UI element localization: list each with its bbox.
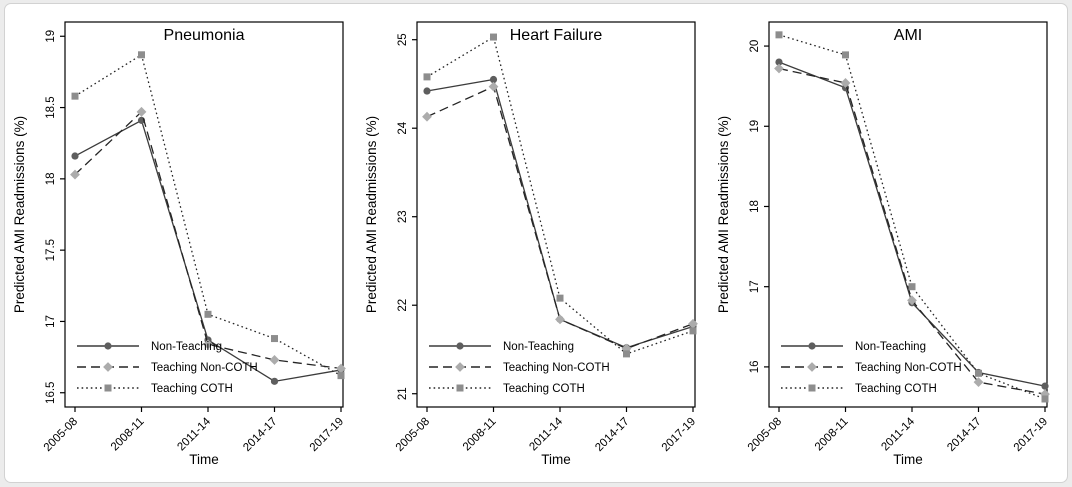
legend-square-icon [809, 385, 816, 392]
series-marker-non-teaching-circle-icon [423, 87, 430, 94]
series-marker-teaching-non-coth-diamond-icon [270, 355, 280, 365]
x-tick-label: 2005-08 [745, 415, 785, 454]
chart-pneumonia [9, 6, 361, 479]
x-tick-label: 2011-14 [527, 415, 566, 454]
x-tick-label: 2017-19 [307, 415, 347, 454]
y-tick-label: 19 [45, 29, 57, 43]
y-tick-label: 18 [45, 172, 57, 186]
chart-ami [713, 6, 1065, 479]
series-marker-non-teaching-circle-icon [271, 378, 278, 385]
legend-circle-icon [456, 342, 463, 349]
series-marker-teaching-non-coth-diamond-icon [774, 64, 784, 74]
series-line-teaching-non-coth [75, 112, 341, 369]
x-tick-label: 2014-17 [241, 415, 280, 454]
series-marker-teaching-coth-square-icon [338, 372, 345, 379]
series-line-teaching-non-coth [427, 87, 693, 349]
chart-heart-failure [361, 6, 713, 479]
series-marker-non-teaching-circle-icon [71, 152, 78, 159]
series-line-teaching-coth [75, 55, 341, 376]
y-tick-label: 17 [749, 280, 761, 294]
series-marker-teaching-coth-square-icon [975, 370, 982, 377]
x-tick-label: 2008-11 [108, 415, 147, 454]
x-tick-label: 2008-11 [460, 415, 499, 454]
x-tick-label: 2014-17 [945, 415, 984, 454]
x-tick-label: 2017-19 [659, 415, 699, 454]
legend-item-label: Non-Teaching [855, 341, 926, 353]
legend-item-label: Teaching Non-COTH [151, 362, 258, 374]
y-axis-title: Predicted AMI Readmissions (%) [716, 115, 731, 314]
y-tick-label: 17.5 [45, 238, 57, 262]
chart-title: Heart Failure [509, 27, 603, 44]
y-tick-label: 25 [397, 33, 409, 47]
legend-circle-icon [104, 342, 111, 349]
series-marker-teaching-non-coth-diamond-icon [336, 364, 346, 374]
legend-item-label: Non-Teaching [503, 341, 574, 353]
y-tick-label: 16.5 [45, 381, 57, 404]
y-tick-label: 16 [749, 360, 761, 374]
x-axis-title: Time [541, 452, 571, 467]
x-tick-label: 2014-17 [593, 415, 632, 454]
x-axis-title: Time [189, 452, 219, 467]
series-marker-teaching-coth-square-icon [424, 73, 431, 80]
legend-item-label: Teaching Non-COTH [855, 362, 962, 374]
y-axis-title: Predicted AMI Readmissions (%) [12, 115, 27, 314]
chart-title: Pneumonia [163, 27, 245, 44]
x-tick-label: 2011-14 [175, 415, 214, 454]
y-tick-label: 22 [397, 298, 409, 312]
x-tick-label: 2008-11 [812, 415, 851, 454]
series-marker-teaching-coth-square-icon [623, 350, 630, 357]
figure-panel [4, 3, 1068, 483]
y-axis-title: Predicted AMI Readmissions (%) [364, 115, 379, 314]
legend-diamond-icon [103, 362, 113, 372]
x-axis-title: Time [893, 452, 923, 467]
y-tick-label: 17 [45, 315, 57, 328]
legend-item-label: Teaching COTH [503, 383, 585, 395]
series-marker-teaching-non-coth-diamond-icon [422, 112, 432, 122]
legend-item-label: Teaching Non-COTH [503, 362, 610, 374]
legend-diamond-icon [455, 362, 465, 372]
series-marker-teaching-coth-square-icon [1042, 395, 1049, 402]
chart-title: AMI [893, 27, 923, 44]
series-marker-teaching-coth-square-icon [138, 51, 145, 58]
y-tick-label: 24 [397, 121, 409, 135]
legend-square-icon [105, 385, 112, 392]
x-tick-label: 2017-19 [1011, 415, 1051, 454]
series-marker-teaching-coth-square-icon [271, 335, 278, 342]
legend-square-icon [457, 385, 464, 392]
series-line-non-teaching [427, 80, 693, 348]
x-tick-label: 2011-14 [879, 415, 918, 454]
y-tick-label: 23 [397, 210, 409, 224]
series-marker-teaching-coth-square-icon [72, 93, 79, 100]
y-tick-label: 19 [749, 119, 761, 133]
legend-item-label: Teaching COTH [151, 383, 233, 395]
series-marker-teaching-coth-square-icon [205, 311, 212, 318]
legend-item-label: Non-Teaching [151, 341, 222, 353]
series-marker-teaching-coth-square-icon [776, 31, 783, 38]
legend-diamond-icon [807, 362, 817, 372]
series-marker-teaching-coth-square-icon [690, 327, 697, 334]
legend-item-label: Teaching COTH [855, 383, 937, 395]
series-marker-teaching-coth-square-icon [557, 295, 564, 302]
series-marker-teaching-coth-square-icon [490, 34, 497, 41]
y-tick-label: 21 [397, 387, 409, 401]
series-marker-teaching-non-coth-diamond-icon [555, 314, 565, 324]
y-tick-label: 18.5 [45, 96, 57, 119]
x-tick-label: 2005-08 [393, 415, 433, 454]
series-marker-non-teaching-circle-icon [1041, 383, 1048, 390]
x-tick-label: 2005-08 [41, 415, 81, 454]
legend-circle-icon [808, 342, 815, 349]
series-line-non-teaching [779, 62, 1045, 386]
series-marker-teaching-coth-square-icon [842, 51, 849, 58]
y-tick-label: 18 [749, 200, 761, 213]
series-marker-teaching-coth-square-icon [909, 283, 916, 290]
y-tick-label: 20 [749, 39, 761, 53]
